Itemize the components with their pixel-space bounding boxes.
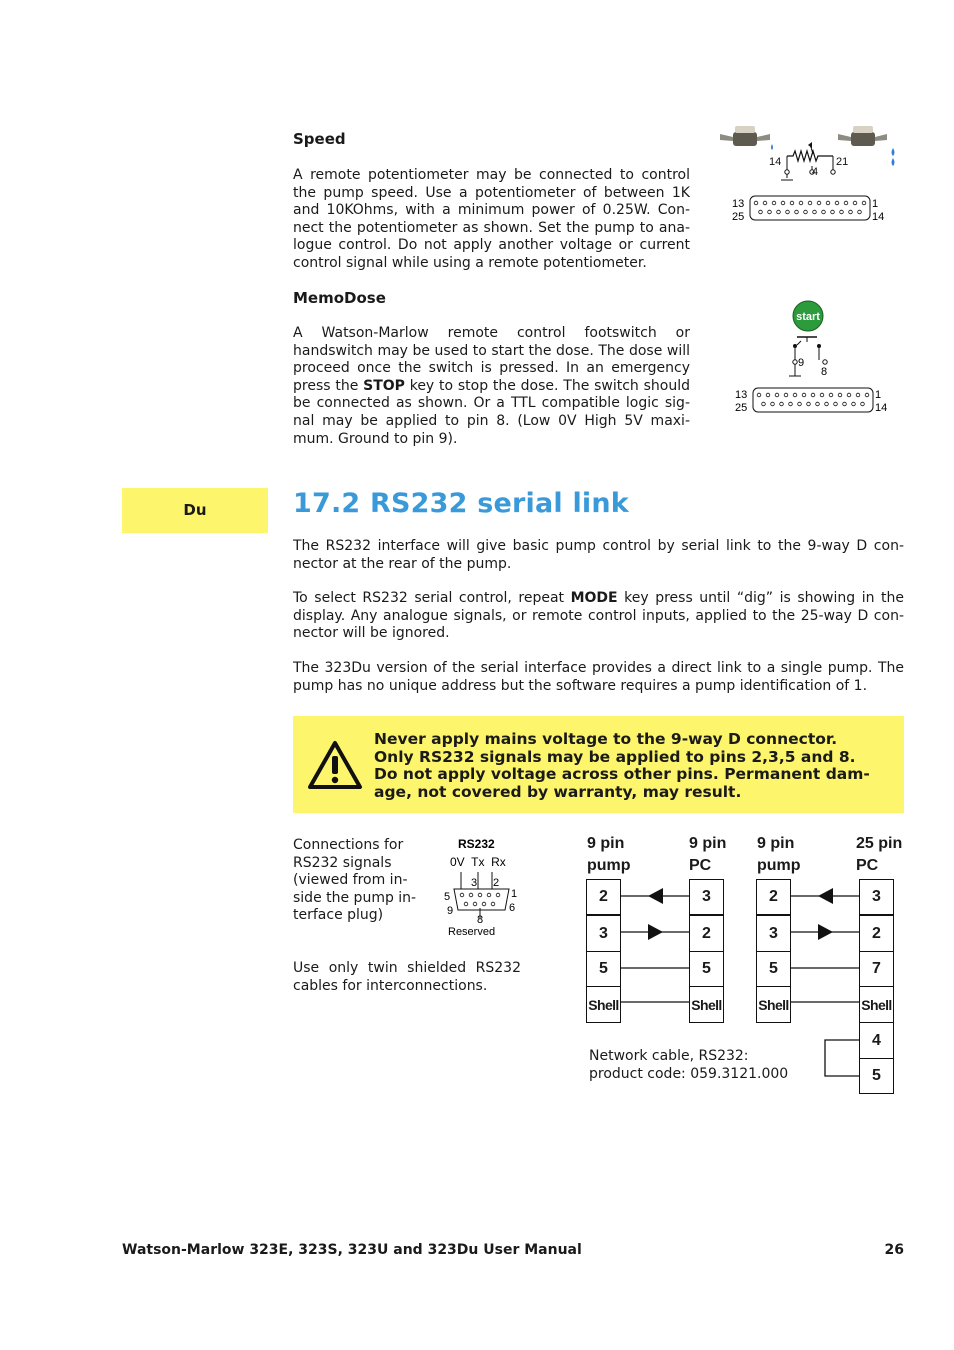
connector-pin [775, 393, 779, 397]
g1-pump-pin-2: 2 [586, 879, 621, 915]
connector-pin [844, 201, 848, 205]
connector-pin [835, 201, 839, 205]
connector-pin [838, 393, 842, 397]
connector-pin [763, 201, 767, 205]
pin-label-4: 4 [812, 166, 819, 178]
connector-pin [780, 402, 784, 406]
g1-pump-pin-5: 5 [586, 951, 621, 987]
page-number: 26 [884, 1242, 904, 1258]
speed-paragraph [293, 167, 690, 273]
footswitch-diagram [715, 298, 915, 418]
heading-line: pump [757, 857, 801, 874]
plug-n8: 8 [477, 914, 484, 926]
plug-title: RS232 [458, 837, 495, 851]
drop-icon [892, 148, 895, 156]
connector-pin [754, 201, 758, 205]
conn-label-14: 14 [875, 402, 888, 414]
g2-pc-pin-7: 7 [859, 951, 894, 987]
connector-pin [853, 201, 857, 205]
speed-heading: Speed [293, 130, 346, 148]
g2-pc-pin-4: 4 [859, 1022, 894, 1059]
pump-head-icon [720, 126, 770, 146]
du-tab: Du [122, 488, 268, 533]
memodose-text-2: key to stop the dose. The switch should be connected as shown. Or a TTL compatible logic sig-nal may be applied to pin 8. (Low 0V High 5V maxi-mum. Ground to pin 9). [293, 377, 690, 447]
caption-line: terface plug) [293, 907, 384, 924]
g2-pc-pin-5: 5 [859, 1058, 894, 1094]
plug-n2: 2 [493, 877, 500, 889]
connector-pin [862, 201, 866, 205]
connector-pin [856, 393, 860, 397]
warning-text [374, 731, 894, 801]
connector-pin [469, 893, 473, 897]
speed-line-1: A remote potentiometer may be connected to control [293, 167, 690, 183]
rs232-para-2-post: key press until “dig” is showing in the display. Any analogue signals, or remote control inputs, applied to the 25-way D con-nector will be ignored. [293, 590, 904, 642]
connector-pin [820, 393, 824, 397]
rs232-para-2-pre: To select RS232 serial control, repeat [293, 590, 571, 606]
connector-pin [799, 201, 803, 205]
connector-pin [849, 210, 853, 214]
connector-pin [482, 902, 486, 906]
conn-label-1: 1 [872, 198, 879, 210]
connector-pin [802, 393, 806, 397]
pin-label-14: 14 [769, 156, 782, 168]
g1-pump-pin-3: 3 [586, 915, 621, 952]
heading-line: 9 pin [689, 835, 727, 852]
connector-pin [790, 201, 794, 205]
connector-pin [798, 402, 802, 406]
g2-pump-pin-shell: Shell [756, 986, 791, 1023]
pump-head-icon [838, 126, 887, 146]
connector-pin [847, 393, 851, 397]
plug-n1: 1 [511, 888, 518, 900]
rs232-plug-diagram [440, 834, 530, 944]
heading-line: 9 pin [587, 835, 625, 852]
arrow-left-icon [648, 888, 663, 904]
connector-pin [858, 210, 862, 214]
connector-pin [789, 402, 793, 406]
connector-pin [487, 893, 491, 897]
connector-pin [817, 201, 821, 205]
caption-line: (viewed from in- [293, 872, 408, 889]
arrow-right-icon [648, 924, 663, 940]
g2-pump-pin-2: 2 [756, 879, 791, 915]
conn-label-1: 1 [875, 389, 882, 401]
speed-line-2: the pump speed. Use a potentiometer of between 1K [293, 184, 690, 201]
memodose-heading: MemoDose [293, 289, 386, 307]
heading-line: PC [689, 857, 712, 874]
footer-title: Watson-Marlow 323E, 323S, 323U and 323Du User Manual [122, 1242, 582, 1258]
plug-reserved: Reserved [448, 926, 496, 938]
connector-pin [807, 402, 811, 406]
connector-pin [826, 201, 830, 205]
plug-n3: 3 [471, 877, 478, 889]
drop-icon [892, 158, 895, 166]
connector-pin [766, 393, 770, 397]
heading-line: 9 pin [757, 835, 795, 852]
connector-pin [852, 402, 856, 406]
conn-label-25: 25 [735, 402, 748, 414]
rs232-para-3: The 323Du version of the serial interface provides a direct link to a single pump. The pump has no unique address but the software requires a pump identification of 1. [293, 660, 904, 694]
connector-pin [786, 210, 790, 214]
connector-pin [757, 393, 761, 397]
connector-pin [759, 210, 763, 214]
conn-label-13: 13 [735, 389, 748, 401]
pin-label-9: 9 [798, 357, 805, 369]
mode-key: MODE [570, 590, 618, 606]
plug-n5: 5 [444, 891, 451, 903]
g2-pc-pin-3: 3 [859, 879, 894, 915]
g2-left-heading [757, 833, 801, 877]
d25-connector [753, 388, 873, 412]
heading-line: pump [587, 857, 631, 874]
g1-left-heading [587, 833, 631, 877]
connector-pin [804, 210, 808, 214]
g1-pc-pin-3: 3 [689, 879, 724, 915]
connector-pin [825, 402, 829, 406]
connector-pin [771, 402, 775, 406]
resistor-icon [787, 151, 833, 161]
connector-pin [762, 402, 766, 406]
note-line-2: cables for interconnections. [293, 977, 488, 994]
connector-pin [795, 210, 799, 214]
warning-line-2: Only RS232 signals may be applied to pins 2,3,5 and 8. [374, 747, 856, 766]
connector-pin [829, 393, 833, 397]
speed-line-5: logue control. Do not apply another voltage or current [293, 237, 690, 254]
g1-pc-pin-shell: Shell [689, 986, 724, 1023]
warning-icon [307, 740, 363, 790]
g1-right-heading [689, 833, 726, 877]
network-cable-note [589, 1048, 829, 1083]
connector-pin [478, 893, 482, 897]
connector-pin [843, 402, 847, 406]
note-line-1: Use only twin shielded RS232 [293, 960, 521, 976]
connector-pin [496, 893, 500, 897]
connector-pin [784, 393, 788, 397]
connector-pin [473, 902, 477, 906]
connector-pin [840, 210, 844, 214]
connector-pin [808, 201, 812, 205]
warning-line-4: age, not covered by warranty, may result. [374, 782, 742, 801]
g2-pump-pin-5: 5 [756, 951, 791, 987]
db9-shell [454, 889, 509, 910]
network-line-1: Network cable, RS232: [589, 1048, 749, 1064]
heading-line: 25 pin [856, 835, 903, 852]
connector-pin [793, 393, 797, 397]
network-line-2: product code: 059.3121.000 [589, 1065, 789, 1082]
connector-pin [816, 402, 820, 406]
g2-pump-pin-3: 3 [756, 915, 791, 952]
g1-pc-pin-5: 5 [689, 951, 724, 987]
warning-box [293, 716, 904, 813]
connector-pin [777, 210, 781, 214]
plug-n9: 9 [447, 905, 454, 917]
drop-icon [771, 144, 773, 150]
memodose-text-1: A Watson-Marlow remote control footswitch or handswitch may be used to start the dose. The dose will proceed once the switch is pressed. In an emergency press the [293, 325, 690, 394]
connector-pin [813, 210, 817, 214]
connections-caption [293, 837, 433, 925]
connector-pin [768, 210, 772, 214]
warning-line-1: Never apply mains voltage to the 9-way D connector. [374, 730, 838, 748]
connector-pin [831, 210, 835, 214]
speed-line-3: and 10KOhms, with a minimum power of 0.25W. Con- [293, 202, 690, 219]
connector-pin [491, 902, 495, 906]
speed-line-6: control signal while using a remote potentiometer. [293, 254, 647, 271]
conn-label-13: 13 [732, 198, 745, 210]
conn-label-14: 14 [872, 211, 885, 223]
g1-pump-pin-shell: Shell [586, 986, 621, 1023]
rs232-para-2 [293, 590, 904, 643]
connector-pin [781, 201, 785, 205]
conn-label-25: 25 [732, 211, 745, 223]
caption-line: side the pump in- [293, 889, 417, 906]
rs232-para-1: The RS232 interface will give basic pump control by serial link to the 9-way D con-nector at the rear of the pump. [293, 538, 904, 572]
d25-connector [750, 196, 870, 220]
connector-pin [822, 210, 826, 214]
arrow-right-icon [818, 924, 833, 940]
connector-pin [865, 393, 869, 397]
g2-pc-pin-shell: Shell [859, 986, 894, 1023]
connector-pin [861, 402, 865, 406]
pin-label-21: 21 [836, 156, 849, 168]
warning-line-3: Do not apply voltage across other pins. Permanent dam- [374, 765, 870, 784]
plug-top-labels: 0V Tx Rx [450, 855, 506, 869]
caption-line: RS232 signals [293, 854, 392, 871]
memodose-paragraph [293, 325, 690, 448]
section-title: 17.2 RS232 serial link [293, 488, 629, 519]
stop-key: STOP [363, 377, 405, 394]
start-label: start [796, 311, 820, 323]
g2-pc-pin-2: 2 [859, 915, 894, 952]
potentiometer-diagram [715, 120, 915, 230]
connector-pin [772, 201, 776, 205]
g1-pc-pin-2: 2 [689, 915, 724, 952]
plug-n6: 6 [509, 902, 516, 914]
connector-pin [464, 902, 468, 906]
arrow-left-icon [818, 888, 833, 904]
cable-note [293, 960, 521, 995]
g2-right-heading [856, 833, 902, 877]
connector-pin [834, 402, 838, 406]
connector-pin [811, 393, 815, 397]
connector-pin [460, 893, 464, 897]
pin-label-8: 8 [821, 366, 828, 378]
speed-line-4: nect the potentiometer as shown. Set the pump to ana- [293, 219, 690, 236]
caption-line: Connections for [293, 837, 404, 853]
heading-line: PC [856, 857, 879, 874]
